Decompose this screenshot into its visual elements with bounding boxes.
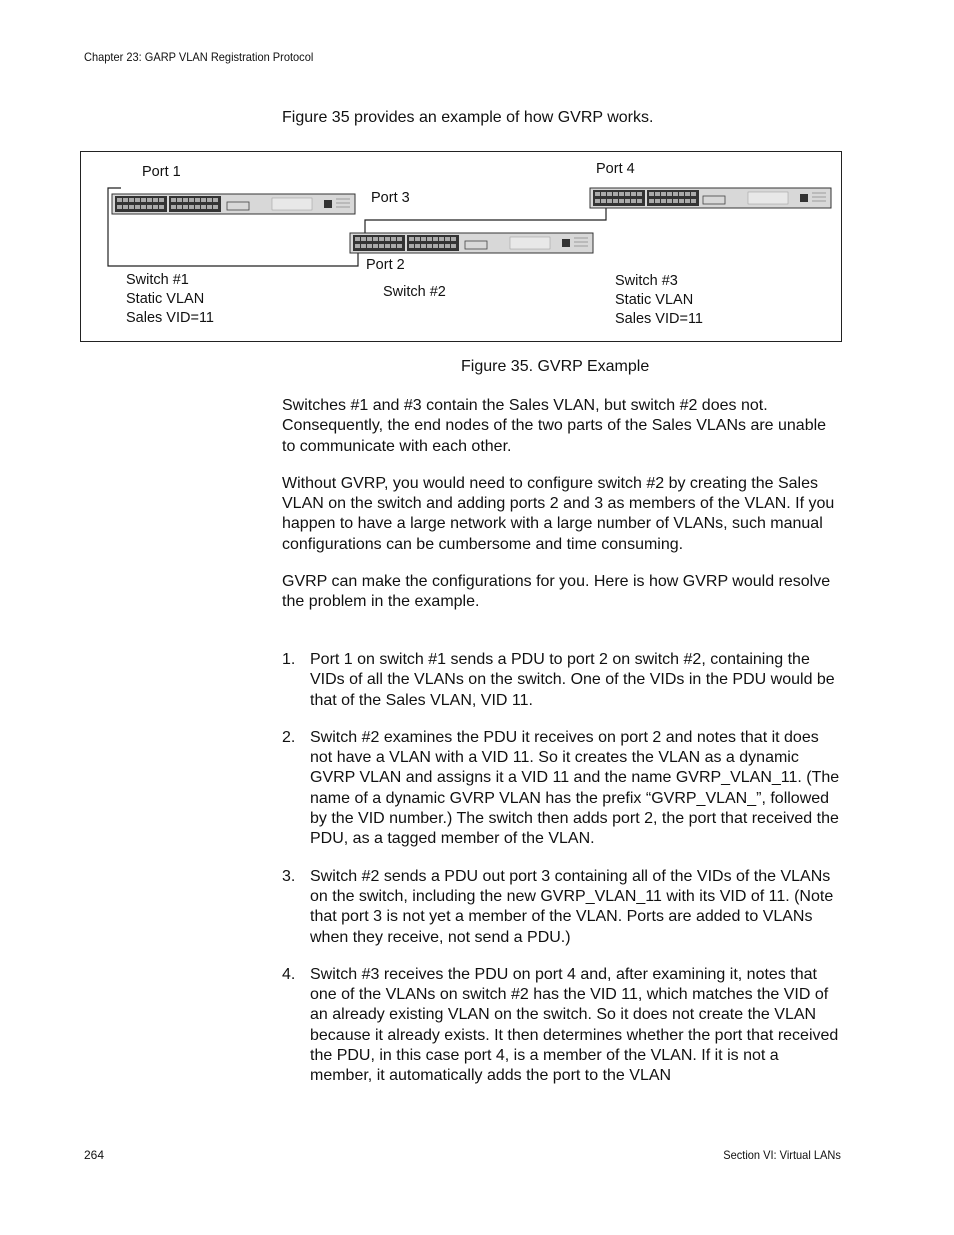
label-port-4: Port 4: [596, 161, 635, 177]
switch-1-device: [112, 194, 355, 214]
steps-list: [282, 650, 842, 1104]
list-item: [282, 867, 842, 948]
label-port-2: Port 2: [366, 257, 405, 273]
paragraph: Without GVRP, you would need to configure switch #2 by creating the Sales VLAN on the switch and adding ports 2 and 3 as members of the VLAN. If you happen to have a large network with a large number of VLANs, such manual configurations can be cumbersome and time consuming.: [282, 474, 835, 553]
switch-2-device: [350, 233, 593, 253]
step-text: Port 1 on switch #1 sends a PDU to port 2 on switch #2, containing the VIDs of all the VLANs on the switch. One of the VIDs in the PDU would be that of the Sales VLAN, VID 11.: [310, 651, 835, 709]
label-switch-2: Switch #2: [383, 284, 446, 300]
intro-text: Figure 35 provides an example of how GVRP works.: [282, 109, 654, 126]
list-item: [282, 650, 842, 711]
step-text: Switch #2 examines the PDU it receives on port 2 and notes that it does not have a VLAN with a VID 11. So it creates the VLAN as a dynamic GVRP VLAN and assigns it a VID 11 and the name GVRP_VLAN_11. (The name of a dynamic GVRP VLAN has the prefix “GVRP_VLAN_”, followed by the VID number.) The switch then adds port 2, the port that received the PDU, as a tagged member of the VLAN.: [310, 728, 840, 848]
page-number: 264: [84, 1148, 105, 1162]
step-number: 1.: [282, 651, 296, 668]
step-number: 2.: [282, 728, 296, 746]
paragraph: Switches #1 and #3 contain the Sales VLAN, but switch #2 does not. Consequently, the end nodes of the two parts of the Sales VLANs are unable to communicate with each other.: [282, 397, 827, 455]
figure-gvrp-example: [80, 151, 842, 342]
step-number: 4.: [282, 965, 296, 983]
label-port-3: Port 3: [371, 190, 410, 206]
list-item: [282, 728, 842, 850]
label-switch-3: Switch #3 Static VLAN Sales VID=11: [615, 273, 703, 327]
body-paragraphs: [282, 396, 842, 630]
step-text: Switch #3 receives the PDU on port 4 and, after examining it, notes that one of the VLANs on switch #2 has the VID 11, which matches the VID of an already existing VLAN on the switch. So it does not create the VLAN because it already exists. It then determines whether the port that received the PDU, in this case port 4, is a member of the VLAN. If it is not a member, it automatically adds the port to the VLAN: [310, 965, 839, 1085]
step-number: 3.: [282, 867, 296, 885]
link-port3-port4: [365, 204, 606, 236]
paragraph: GVRP can make the configurations for you. Here is how GVRP would resolve the problem in the example.: [282, 573, 831, 611]
list-item: [282, 965, 842, 1087]
label-port-1: Port 1: [142, 164, 181, 180]
section-footer: Section VI: Virtual LANs: [723, 1148, 841, 1162]
switch-3-device: [590, 188, 831, 208]
label-switch-1: Switch #1 Static VLAN Sales VID=11: [126, 272, 214, 326]
figure-caption: Figure 35. GVRP Example: [461, 358, 650, 375]
chapter-header: Chapter 23: GARP VLAN Registration Protocol: [84, 50, 314, 64]
step-text: Switch #2 sends a PDU out port 3 containing all of the VIDs of the VLANs on the switch, including the new GVRP_VLAN_11 with its VID of 11. (Note that port 3 is not yet a member of the VLAN. Ports are added to VLANs when they receive, not send a PDU.): [310, 867, 834, 946]
